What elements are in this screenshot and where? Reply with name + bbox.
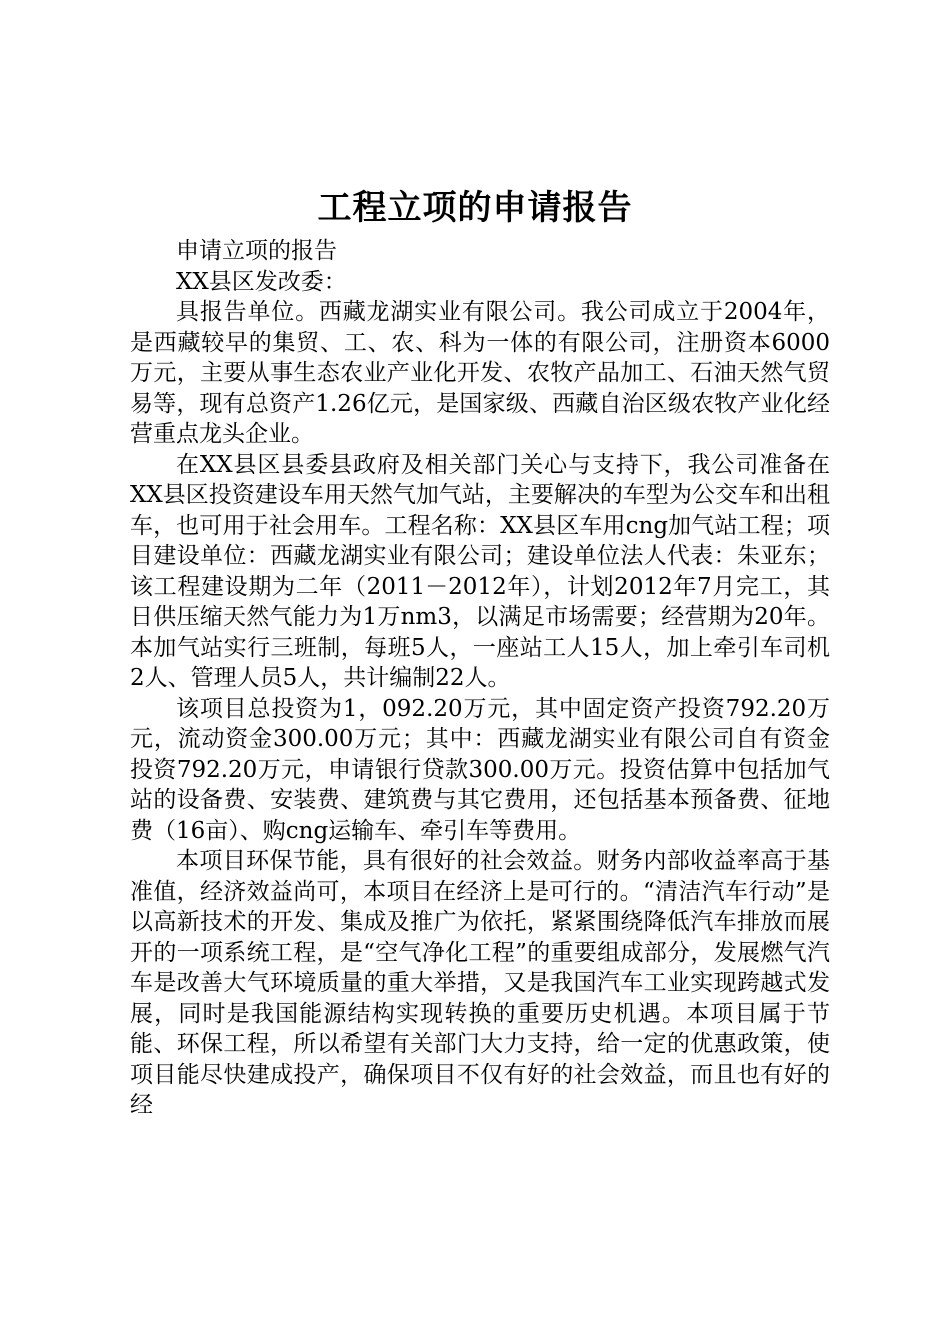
document-body bbox=[130, 236, 830, 1121]
paragraph-project-overview: 在XX县区县委县政府及相关部门关心与支持下，我公司准备在XX县区投资建设车用天然气加气站，主要解决的车型为公交车和出租车，也可用于社会用车。工程名称：XX县区车用cng加气站工程；项目建设单位：西藏龙湖实业有限公司；建设单位法人代表：朱亚东；该工程建设期为二年（2011－2012年），计划2012年7月完工，其日供压缩天然气能力为1万nm3，以满足市场需要；经营期为20年。本加气站实行三班制，每班5人，一座站工人15人，加上牵引车司机2人、管理人员5人，共计编制22人。 bbox=[130, 451, 830, 691]
document-title: 工程立项的申请报告 bbox=[317, 188, 633, 228]
paragraph-investment: 该项目总投资为1，092.20万元，其中固定资产投资792.20万元，流动资金300.00万元；其中：西藏龙湖实业有限公司自有资金投资792.20万元，申请银行贷款300.00万元。投资估算中包括加气站的设备费、安装费、建筑费与其它费用，还包括基本预备费、征地费（16亩）、购cng运输车、牵引车等费用。 bbox=[130, 695, 830, 844]
paragraph-report-heading: 申请立项的报告 bbox=[176, 238, 337, 264]
paragraph-benefits: 本项目环保节能，具有很好的社会效益。财务内部收益率高于基准值，经济效益尚可，本项目在经济上是可行的。“清洁汽车行动”是以高新技术的开发、集成及推广为依托，紧紧围绕降低汽车排放而展开的一项系统工程，是“空气净化工程”的重要组成部分，发展燃气汽车是改善大气环境质量的重大举措，又是我国汽车工业实现跨越式发展，同时是我国能源结构实现转换的重要历史机遇。本项目属于节能、环保工程，所以希望有关部门大力支持，给一定的优惠政策，使项目能尽快建成投产，确保项目不仅有好的社会效益，而且也有好的经 bbox=[130, 848, 830, 1118]
paragraph-company-intro: 具报告单位。西藏龙湖实业有限公司。我公司成立于2004年，是西藏较早的集贸、工、农、科为一体的有限公司，注册资本6000万元，主要从事生态农业产业化开发、农牧产品加工、石油天然气贸易等，现有总资产1.26亿元，是国家级、西藏自治区级农牧产业化经营重点龙头企业。 bbox=[130, 299, 830, 447]
paragraph-addressee: XX县区发改委： bbox=[176, 268, 347, 295]
